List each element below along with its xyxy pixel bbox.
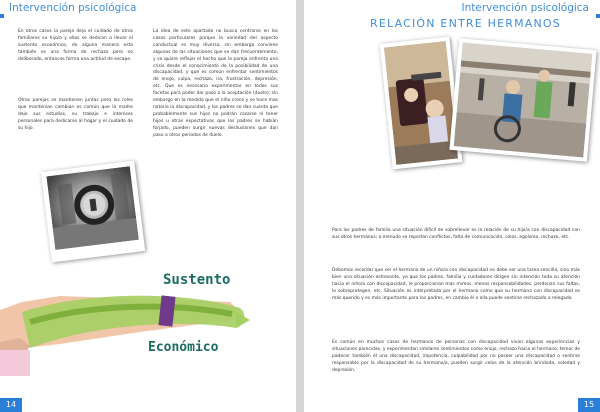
right-paragraph-3: Es común en muchos casos de hermanos de personas con discapacidad vivan algunas experiencias y situaciones parecidas, y experimentan similares sentimientos como enojo, rechazo hacia el hermano, temor de padecer también él una discapacidad, impotencia, culpabilidad por no poseer una discapacidad o sentirse responsable por la discapacidad de su hermano/a, pueden surgir celos de la atención brindada, soledad y depresión. [332,340,580,373]
page-number-left: 14 [0,398,22,412]
left-col2-paragraph-1: La idea de este apartado no busca centrarse en los casos particulares porque la variedad del aspecto conductual es muy diverso, sin embargo conviene algunas de las situaciones que se dan frecuentemente, y se quiere reflejar el hecho que la pareja enfrenta una crisis desde el conocimiento de la posibilidad de una discapacidad, y que es común enfrentar sentimientos de enojo, culpa, rechazo, ira, frustración, depresión, etc. Que es necesario experimentar en todas sus facetas para poder dar paso a la aceptación (duelo); sin embargo en la medida que el niño crece y se hace mas notoria la discapacidad, y los padres se dan cuenta que probablemente sus hijos no podrán casarse ni tener hijos u otras expectativas que los padres se habían forjado, pueden surgir nuevas desilusiones que dan paso a otros periodos de duelo. [153,29,278,138]
left-page [0,0,296,412]
scope-photo-image [46,166,138,250]
right-photo-2 [449,38,596,162]
right-page [304,0,600,412]
left-col1-paragraph-1: En otros casos la pareja deja el cuidado de otros familiares su hijo/a y ellos se dedican a llevar el sustento económico, de alguna manera esta también es una forma de rechazo pero no deliberado, entonces forma una actitud de escape. [18,29,133,62]
wheelchair-photo-image [454,43,593,158]
left-col1-paragraph-2: Otras parejas se mantienen juntas pero los roles que mantenían cambian es común que la madre deje sus estudios, su trabajo e intereses personales para dedicarse al hogar y el cuidado de su hijo. [18,98,133,131]
section-title: RELACIÓN ENTRE HERMANOS [370,17,561,30]
header-bar [596,14,600,18]
art-word-economico: Económico [148,340,219,355]
right-paragraph-2: Debemos recordar que ser el hermano de un niño/a con discapacidad no debe ser una tarea sencilla, sino más bien una situación estresante, ya que los padres, familia y cuidadores dirigen sin intención toda su atención hacia el niño/a con discapacidad, le proporcionan más mimos, menos responsabilidades, perdonan sus faltas, lo sobreprotegen, etc. Situación es interpretada por el hermano como que su hermano con discapacidad es más querido y es más importante para los padres, en cambio él o ella puede sentirse rechazado o relegado. [332,268,580,301]
art-word-sustento: Sustento [163,272,231,288]
header-title: Intervención psicológica [9,2,137,14]
header-title: Intervención psicológica [461,2,589,14]
header-bar [0,14,4,18]
gutter [296,0,304,412]
children-photo-image [384,41,458,165]
page-number-right: 15 [578,398,600,412]
left-photo [41,161,145,263]
left-header [0,0,296,22]
hand-arrow-illustration [0,262,296,412]
right-paragraph-1: Para los padres de familia una situación difícil de sobrellevar es la relación de su hijo/a con discapacidad con sus otros hermanos; a menudo se reportan conflictos, falta de comunicación, celos, egoísmo, rechazo, etc. [332,228,580,240]
